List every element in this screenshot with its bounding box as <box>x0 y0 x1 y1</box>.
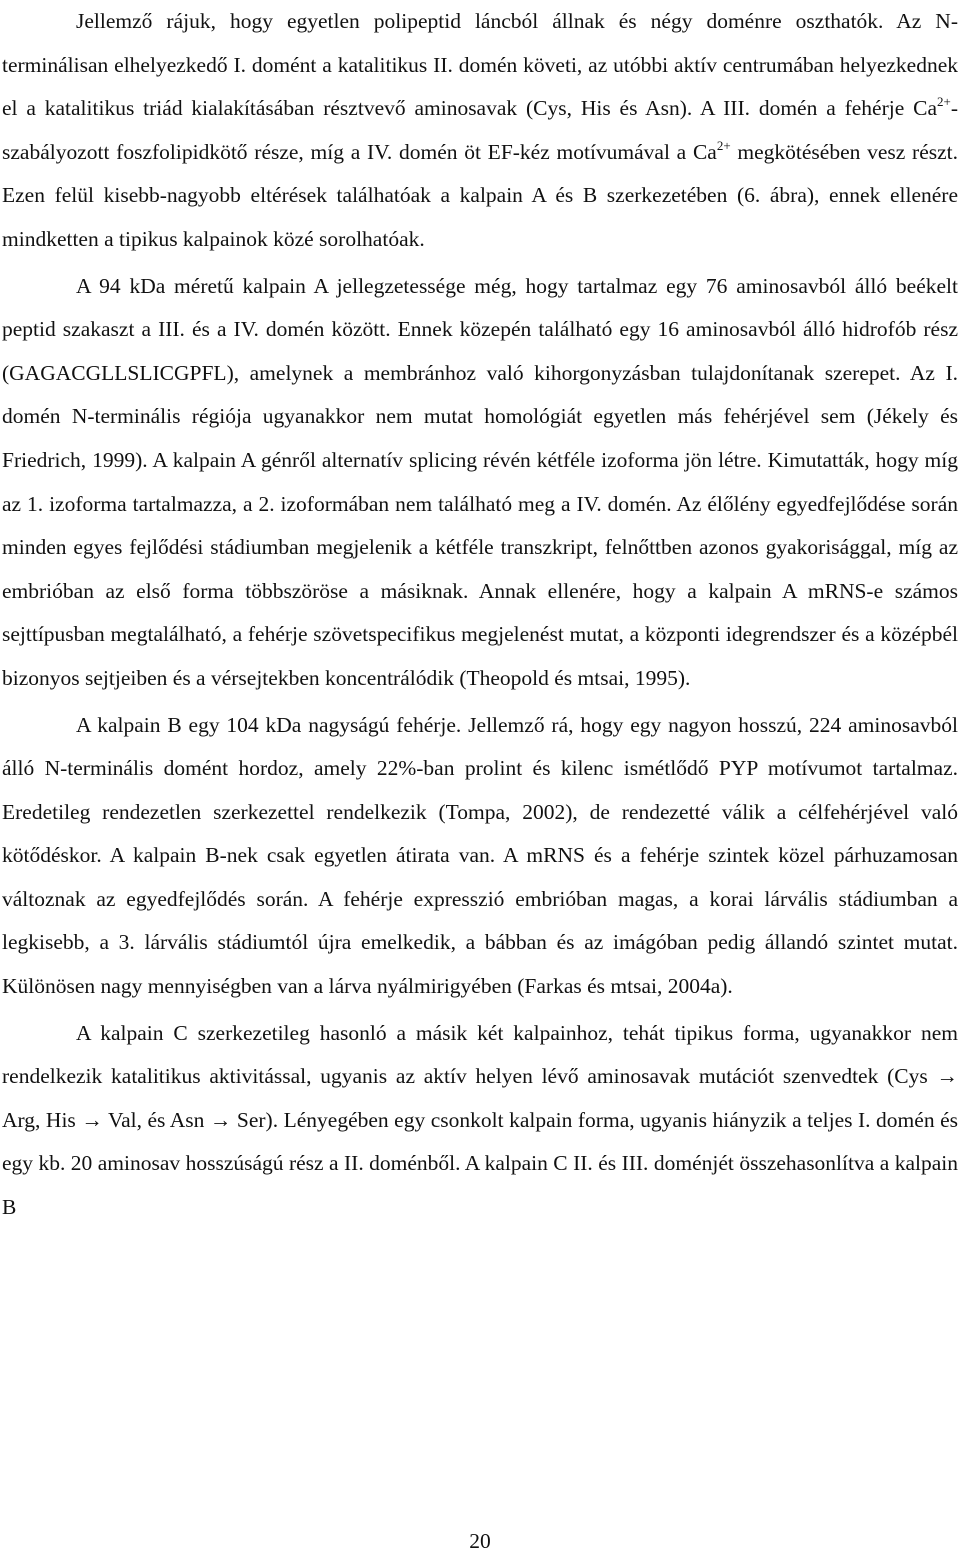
page-number: 20 <box>469 1529 491 1553</box>
paragraph-text: A kalpain B egy 104 kDa nagyságú fehérje. Jellemző rá, hogy egy nagyon hosszú, 224 aminosavból álló N-terminális domént hordoz, amely 22%-ban prolint és kilenc ismétlődő PYP motívumot tartalmaz. Eredetileg rendezetlen szerkezettel rendelkezik (Tompa, 2002), de rendezetté válik a célfehérjével való kötődéskor. A kalpain B-nek csak egyetlen átirata van. A mRNS és a fehérje szintek közel párhuzamosan változnak az egyedfejlődés során. A fehérje expresszió embrióban magas, a korai lárvális stádiumban a legkisebb, a 3. lárvális stádiumtól újra emelkedik, a bábban és az imágóban pedig állandó szintet mutat. Különösen nagy mennyiségben van a lárva nyálmirigyében (Farkas és mtsai, 2004a). <box>2 712 958 999</box>
superscript: 2+ <box>716 137 731 153</box>
superscript: 2+ <box>936 94 951 110</box>
body-text <box>2 0 958 1230</box>
paragraph-text: A kalpain C szerkezetileg hasonló a másik két kalpainhoz, tehát tipikus forma, ugyanakkor nem rendelkezik katalitikus aktivitással, ugyanis az aktív helyen lévő aminosavak mutációt szenvedtek (Cys → Arg, His → Val, és Asn → Ser). Lényegében egy csonkolt kalpain forma, ugyanis hiányzik a teljes I. domén és egy kb. 20 aminosav hosszúságú rész a II. doménből. A kalpain C II. és III. doménjét összehasonlítva a kalpain B <box>2 1020 958 1220</box>
paragraph-text: A 94 kDa méretű kalpain A jellegzetessége még, hogy tartalmaz egy 76 aminosavból álló beékelt peptid szakaszt a III. és a IV. domén között. Ennek közepén található egy 16 aminosavból álló hidrofób rész (GAGACGLLSLICGPFL), amelynek a membránhoz való kihorgonyzásban tulajdonítanak szerepet. Az I. domén N-terminális régiója ugyanakkor nem mutat homológiát egyetlen más fehérjével sem (Jékely és Friedrich, 1999). A kalpain A génről alternatív splicing révén kétféle izoforma jön létre. Kimutatták, hogy míg az 1. izoforma tartalmazza, a 2. izoformában nem található meg a IV. domén. Az élőlény egyedfejlődése során minden egyes fejlődési stádiumban megjelenik a kétféle transzkript, felnőttben azonos gyakorisággal, míg az embrióban az első forma többszöröse a másiknak. Annak ellenére, hogy a kalpain A mRNS-e számos sejttípusban megtalálható, a fehérje szövetspecifikus megjelenést mutat, a központi idegrendszer és a középbél bizonyos sejtjeiben és a vérsejtekben koncentrálódik (Theopold és mtsai, 1995). <box>2 273 958 690</box>
paragraph-p4 <box>2 1012 958 1230</box>
paragraph-p3 <box>2 704 958 1009</box>
paragraph-text: megkötésében vesz részt. Ezen felül kisebb-nagyobb eltérések találhatóak a kalpain A és B szerkezetében (6. ábra), ennek ellenére mindketten a tipikus kalpainok közé sorolhatóak. <box>2 139 958 251</box>
paragraph-p2 <box>2 265 958 701</box>
paragraph-text: Jellemző rájuk, hogy egyetlen polipeptid láncból állnak és négy doménre oszthatók. Az N-terminálisan elhelyezkedő I. domént a katalitikus II. domén követi, az utóbbi aktív centrumában helyezkednek el a katalitikus triád kialakításában résztvevő aminosavak (Cys, His és Asn). A III. domén a fehérje Ca <box>2 9 958 121</box>
paragraph-p1 <box>2 0 958 262</box>
paragraph-text: -szabályozott foszfolipidkötő része, míg a IV. domén öt EF-kéz motívumával a Ca <box>2 96 958 164</box>
